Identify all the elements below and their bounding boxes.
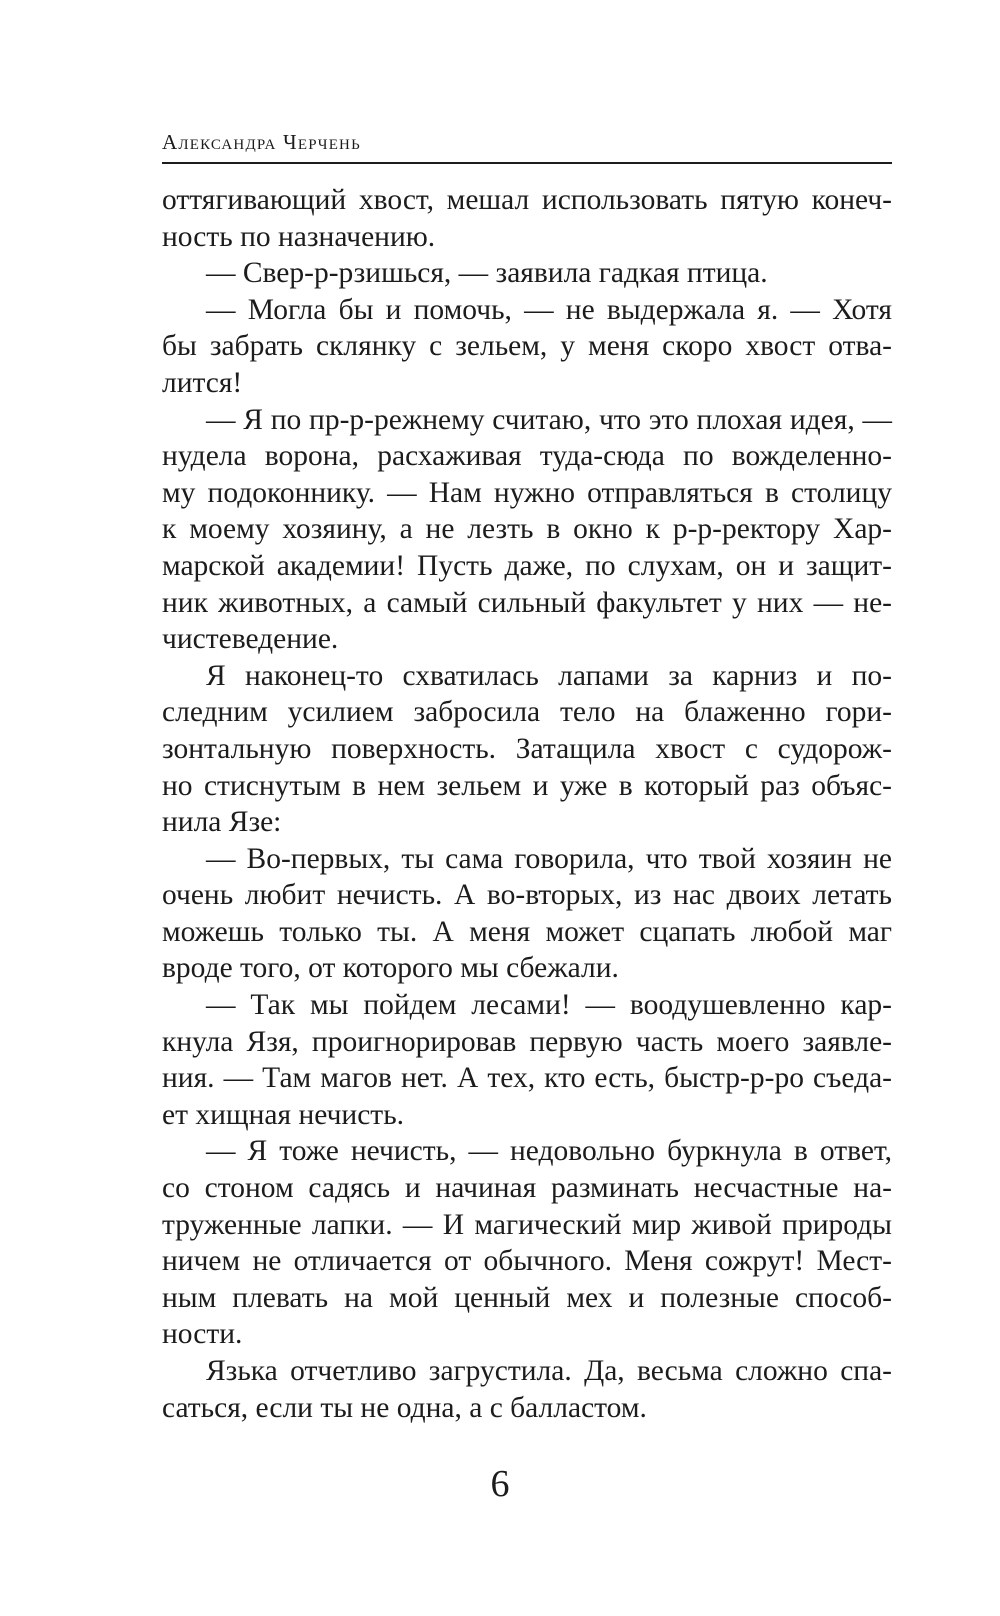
body-text	[162, 182, 892, 1426]
text-line: ет хищная нечисть.	[162, 1098, 405, 1131]
text-line: нудела ворона, расхаживая туда-сюда по вожделенно-	[162, 440, 892, 473]
text-line: но стиснутым в нем зельем и уже в который раз объяс-	[162, 769, 892, 802]
text-line: кнула Язя, проигнорировав первую часть моего заявле-	[162, 1025, 892, 1058]
text-line: Язька отчетливо загрустила. Да, весьма сложно спа-	[206, 1355, 892, 1387]
text-line: ность по назначению.	[162, 220, 436, 253]
text-line: можешь только ты. А меня может сцапать любой маг	[162, 915, 892, 948]
text-line: лится!	[162, 366, 243, 399]
text-line: му подоконнику. — Нам нужно отправляться в столицу	[162, 476, 892, 509]
text-line: ности.	[162, 1318, 243, 1351]
text-line: ничем не отличается от обычного. Меня сожрут! Мест-	[162, 1245, 892, 1278]
text-line: следним усилием забросила тело на блаженно гори-	[162, 696, 892, 729]
page-number: 6	[490, 1463, 510, 1505]
text-line: со стоном садясь и начиная разминать несчастные на-	[162, 1172, 892, 1205]
text-line: ник животных, а самый сильный факультет у них — не-	[162, 586, 892, 619]
text-line: — Могла бы и помочь, — не выдержала я. — Хотя	[206, 293, 892, 326]
text-line: к моему хозяину, а не лезть в окно к р-р-ректору Хар-	[162, 513, 892, 546]
text-line: ным плевать на мой ценный мех и полезные способ-	[162, 1281, 892, 1314]
text-line: — Свер-р-рзишься, — заявила гадкая птица.	[206, 257, 768, 290]
running-header	[162, 126, 892, 164]
text-line: зонтальную поверхность. Затащила хвост с судорож-	[162, 732, 892, 765]
text-line: саться, если ты не одна, а с балластом.	[162, 1391, 647, 1424]
text-line: Я наконец-то схватилась лапами за карниз и по-	[206, 659, 892, 692]
text-line: — Я по пр-р-режнему считаю, что это плохая идея, —	[206, 403, 892, 436]
text-line: — Так мы пойдем лесами! — воодушевленно кар-	[206, 989, 892, 1022]
text-line: ния. — Там магов нет. А тех, кто есть, быстр-р-ро съеда-	[162, 1062, 892, 1095]
text-line: — Я тоже нечисть, — недовольно буркнула в ответ,	[206, 1135, 892, 1168]
text-line: нила Язе:	[162, 806, 282, 839]
text-line: очень любит нечисть. А во-вторых, из нас двоих летать	[162, 879, 892, 912]
text-line: — Во-первых, ты сама говорила, что твой хозяин не	[206, 842, 892, 875]
text-line: труженные лапки. — И магический мир живой природы	[162, 1208, 892, 1241]
text-line: марской академии! Пусть даже, по слухам, он и защит-	[162, 549, 892, 582]
text-line: вроде того, от которого мы сбежали.	[162, 952, 619, 985]
text-line: бы забрать склянку с зельем, у меня скоро хвост отва-	[162, 330, 892, 363]
author-name: Александра Черчень	[162, 130, 361, 154]
text-line: оттягивающий хвост, мешал использовать пятую конеч-	[162, 184, 892, 216]
text-line: чистеведение.	[162, 623, 339, 656]
